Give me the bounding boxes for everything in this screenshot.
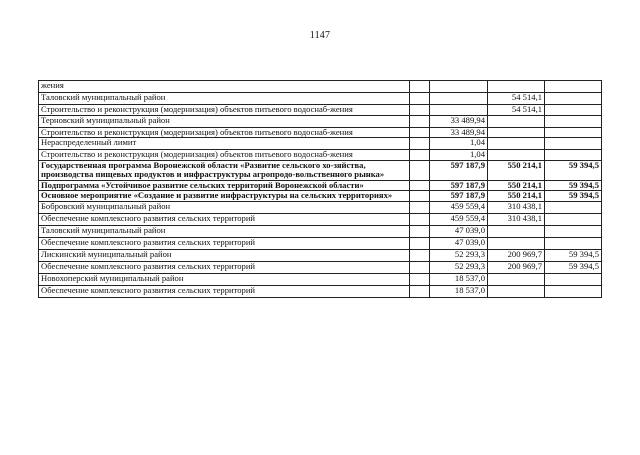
row-value-2-cell [488,115,545,127]
row-value-3-cell [545,105,602,116]
row-empty-cell [410,249,430,261]
table-row [39,201,602,213]
table-row [39,150,602,161]
table-row [39,160,602,180]
row-value-1-cell [430,105,488,116]
row-name-cell: Таловский муниципальный район [39,225,410,237]
row-empty-cell [410,150,430,161]
row-empty-cell [410,180,430,191]
row-value-2-cell: 550 214,1 [488,191,545,202]
row-value-1-cell: 18 537,0 [430,273,488,285]
row-value-2-cell [488,127,545,138]
row-value-3-cell [545,115,602,127]
page-number: 1147 [309,30,331,41]
row-value-2-cell [488,138,545,150]
row-name-cell: Обеспечение комплексного развития сельских территорий [39,285,410,297]
row-name-cell: Бобровский муниципальный район [39,201,410,213]
table-row [39,81,602,93]
row-name-cell: Обеспечение комплексного развития сельских территорий [39,213,410,225]
row-value-1-cell: 1,04 [430,150,488,161]
row-empty-cell [410,261,430,273]
table-row [39,93,602,105]
row-value-3-cell: 59 394,5 [545,191,602,202]
table-row [39,138,602,150]
table-body [39,81,602,298]
table-row [39,127,602,138]
row-value-3-cell [545,273,602,285]
row-empty-cell [410,273,430,285]
row-name-cell: жения [39,81,410,93]
row-name-cell: Лискинский муниципальный район [39,249,410,261]
row-name-cell: Строительство и реконструкция (модернизация) объектов питьевого водоснаб-жения [39,150,410,161]
row-value-1-cell: 597 187,9 [430,180,488,191]
row-name-cell: Строительство и реконструкция (модернизация) объектов питьевого водоснаб-жения [39,105,410,116]
row-empty-cell [410,237,430,249]
row-value-1-cell: 1,04 [430,138,488,150]
row-name-cell: Основное мероприятие «Создание и развитие инфраструктуры на сельских территориях» [39,191,410,202]
row-value-2-cell [488,285,545,297]
row-empty-cell [410,285,430,297]
row-value-1-cell: 18 537,0 [430,285,488,297]
row-value-2-cell: 310 438,1 [488,213,545,225]
table-row [39,115,602,127]
row-value-2-cell [488,237,545,249]
table-row [39,237,602,249]
row-name-cell: Государственная программа Воронежской области «Развитие сельского хо-зяйства, производства пищевых продуктов и инфраструктуры агропродо-вольственного рынка» [39,160,410,180]
row-value-2-cell: 310 438,1 [488,201,545,213]
row-value-2-cell [488,225,545,237]
row-value-2-cell [488,273,545,285]
row-empty-cell [410,225,430,237]
row-value-1-cell [430,93,488,105]
table-row [39,261,602,273]
table-row [39,249,602,261]
row-empty-cell [410,93,430,105]
row-empty-cell [410,213,430,225]
table-row [39,285,602,297]
table-row [39,213,602,225]
row-name-cell: Новохоперский муниципальный район [39,273,410,285]
row-value-2-cell: 200 969,7 [488,249,545,261]
row-value-2-cell [488,150,545,161]
table-row [39,180,602,191]
row-value-3-cell [545,138,602,150]
row-value-1-cell: 47 039,0 [430,237,488,249]
row-value-3-cell [545,93,602,105]
row-name-cell: Строительство и реконструкция (модернизация) объектов питьевого водоснаб-жения [39,127,410,138]
row-name-cell: Подпрограмма «Устойчивое развитие сельских территорий Воронежской области» [39,180,410,191]
row-value-1-cell: 597 187,9 [430,160,488,180]
row-value-2-cell: 550 214,1 [488,180,545,191]
row-value-1-cell [430,81,488,93]
row-value-3-cell [545,201,602,213]
row-value-2-cell: 54 514,1 [488,93,545,105]
row-value-3-cell: 59 394,5 [545,180,602,191]
row-name-cell: Обеспечение комплексного развития сельских территорий [39,261,410,273]
row-value-2-cell [488,81,545,93]
table-row [39,105,602,116]
row-value-1-cell: 597 187,9 [430,191,488,202]
row-empty-cell [410,81,430,93]
row-value-1-cell: 47 039,0 [430,225,488,237]
row-value-1-cell: 52 293,3 [430,249,488,261]
row-value-1-cell: 33 489,94 [430,127,488,138]
row-empty-cell [410,191,430,202]
row-value-1-cell: 459 559,4 [430,201,488,213]
row-name-cell: Таловский муниципальный район [39,93,410,105]
row-value-3-cell [545,285,602,297]
table-row [39,225,602,237]
row-empty-cell [410,115,430,127]
row-value-2-cell: 54 514,1 [488,105,545,116]
table-row [39,191,602,202]
row-value-1-cell: 33 489,94 [430,115,488,127]
row-name-cell: Нераспределенный лимит [39,138,410,150]
row-value-1-cell: 459 559,4 [430,213,488,225]
row-name-cell: Обеспечение комплексного развития сельских территорий [39,237,410,249]
row-empty-cell [410,127,430,138]
budget-table [38,80,602,298]
row-value-3-cell [545,225,602,237]
row-value-3-cell [545,237,602,249]
row-value-3-cell: 59 394,5 [545,249,602,261]
row-value-3-cell: 59 394,5 [545,261,602,273]
row-value-2-cell: 550 214,1 [488,160,545,180]
row-empty-cell [410,160,430,180]
row-value-1-cell: 52 293,3 [430,261,488,273]
row-name-cell: Терновский муниципальный район [39,115,410,127]
row-value-3-cell [545,213,602,225]
row-value-3-cell: 59 394,5 [545,160,602,180]
table-row [39,273,602,285]
row-empty-cell [410,105,430,116]
row-empty-cell [410,201,430,213]
row-value-3-cell [545,150,602,161]
row-value-3-cell [545,127,602,138]
row-empty-cell [410,138,430,150]
row-value-3-cell [545,81,602,93]
row-value-2-cell: 200 969,7 [488,261,545,273]
